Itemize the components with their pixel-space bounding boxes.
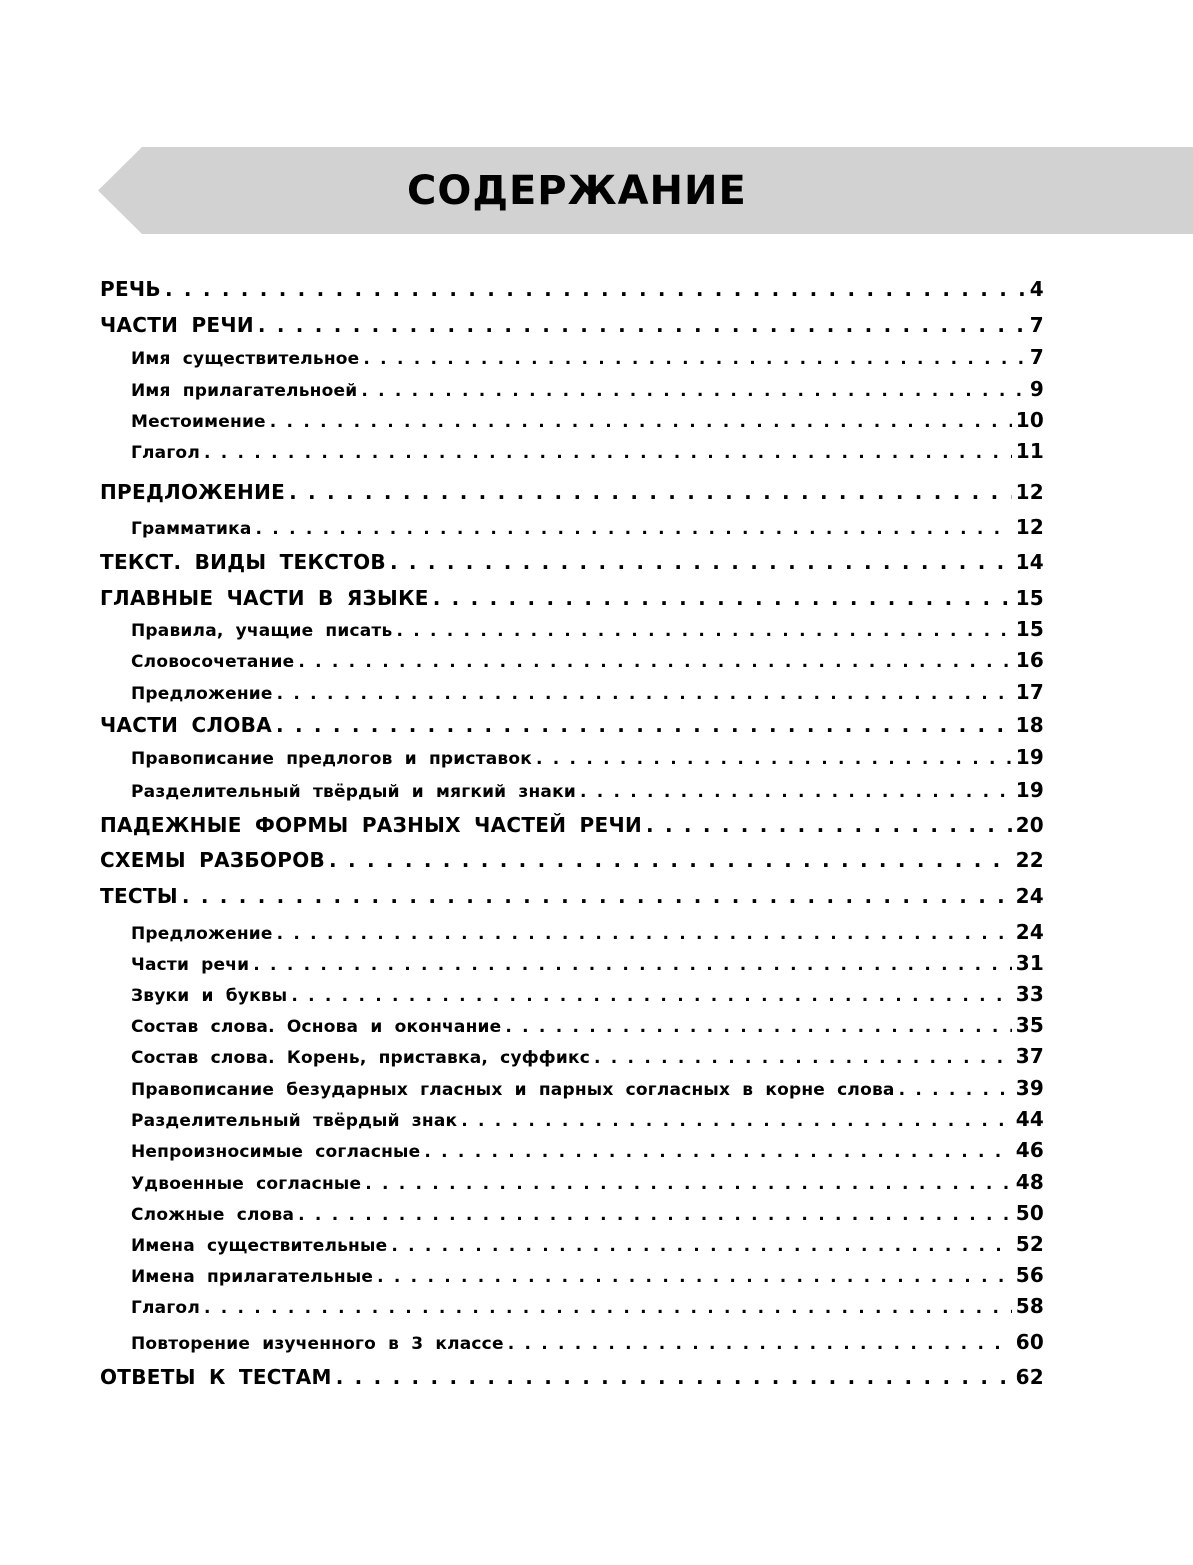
dot-leader <box>536 749 1012 769</box>
toc-entry-page: 12 <box>1015 480 1044 504</box>
toc-entry <box>131 1232 1044 1260</box>
toc-entry-title: Разделительный твёрдый знак <box>131 1111 458 1131</box>
toc-entry <box>100 713 1044 741</box>
toc-entry-page: 7 <box>1029 313 1044 337</box>
toc-entry-title: ПРЕДЛОЖЕНИЕ <box>100 480 286 504</box>
toc-entry <box>131 1138 1044 1166</box>
toc-entry-page: 10 <box>1015 408 1044 432</box>
toc-entry-title: Словосочетание <box>131 652 295 672</box>
toc-entry-title: ГЛАВНЫЕ ЧАСТИ В ЯЗЫКЕ <box>100 586 429 610</box>
toc-entry <box>100 848 1044 876</box>
toc-entry-title: Имена существительные <box>131 1236 388 1256</box>
toc-entry-title: Части речи <box>131 955 250 975</box>
toc-entry-title: Местоимение <box>131 412 266 432</box>
toc-entry-page: 52 <box>1015 1232 1044 1256</box>
dot-leader <box>204 443 1012 463</box>
toc-entry-page: 18 <box>1015 713 1044 737</box>
dot-leader <box>363 349 1025 369</box>
toc-entry-page: 48 <box>1015 1170 1044 1194</box>
toc-entry-title: Имя существительное <box>131 349 360 369</box>
toc-entry-title: Состав слова. Основа и окончание <box>131 1017 502 1037</box>
toc-entry <box>131 439 1044 467</box>
toc-entry-title: ПАДЕЖНЫЕ ФОРМЫ РАЗНЫХ ЧАСТЕЙ РЕЧИ <box>100 813 642 837</box>
dot-leader <box>270 412 1012 432</box>
dot-leader <box>277 924 1012 944</box>
toc-entry <box>131 951 1044 979</box>
dot-leader <box>390 550 1012 574</box>
toc-entry <box>100 884 1044 912</box>
toc-entry-title: РЕЧЬ <box>100 277 161 301</box>
toc-entry-page: 46 <box>1015 1138 1044 1162</box>
dot-leader <box>291 986 1011 1006</box>
toc-entry <box>131 515 1044 543</box>
dot-leader <box>361 381 1026 401</box>
toc-entry-page: 22 <box>1015 848 1044 872</box>
toc-entry-page: 62 <box>1015 1365 1044 1389</box>
dot-leader <box>594 1048 1012 1068</box>
toc-entry <box>100 586 1044 614</box>
toc-entry-page: 60 <box>1015 1330 1044 1354</box>
toc-entry <box>131 1263 1044 1291</box>
dot-leader <box>277 684 1012 704</box>
toc-entry-page: 20 <box>1015 813 1044 837</box>
toc-entry-page: 19 <box>1015 778 1044 802</box>
toc-entry-title: Правила, учащие писать <box>131 621 393 641</box>
dot-leader <box>276 713 1012 737</box>
toc-entry-page: 33 <box>1015 982 1044 1006</box>
toc-entry-title: Сложные слова <box>131 1205 295 1225</box>
toc-entry-page: 31 <box>1015 951 1044 975</box>
toc-entry-page: 7 <box>1029 345 1044 369</box>
toc-entry-title: Состав слова. Корень, приставка, суффикс <box>131 1048 590 1068</box>
toc-entry-title: СХЕМЫ РАЗБОРОВ <box>100 848 326 872</box>
toc-entry-title: Глагол <box>131 1298 200 1318</box>
toc-entry <box>131 617 1044 645</box>
toc-entry <box>131 1044 1044 1072</box>
dot-leader <box>258 313 1026 337</box>
dot-leader <box>508 1334 1012 1354</box>
page-title: СОДЕРЖАНИЕ <box>407 167 747 214</box>
dot-leader <box>377 1267 1012 1287</box>
toc-entry-page: 9 <box>1029 377 1044 401</box>
dot-leader <box>165 277 1026 301</box>
dot-leader <box>204 1298 1012 1318</box>
dot-leader <box>182 884 1012 908</box>
toc-entry-page: 19 <box>1015 745 1044 769</box>
toc-entry <box>131 1201 1044 1229</box>
toc-entry-page: 44 <box>1015 1107 1044 1131</box>
toc-entry-title: Звуки и буквы <box>131 986 288 1006</box>
toc-entry-page: 12 <box>1015 515 1044 539</box>
toc-entry-page: 11 <box>1015 439 1044 463</box>
toc-entry <box>100 550 1044 578</box>
toc-entry-page: 24 <box>1015 884 1044 908</box>
toc-entry <box>131 680 1044 708</box>
toc-entry-page: 24 <box>1015 920 1044 944</box>
toc-entry-title: Повторение изученного в 3 классе <box>131 1334 504 1354</box>
toc-entry-title: Имя прилагательноей <box>131 381 358 401</box>
toc-entry-page: 37 <box>1015 1044 1044 1068</box>
dot-leader <box>396 621 1011 641</box>
toc-entry <box>131 1294 1044 1322</box>
toc-entry-title: Правописание безударных гласных и парных согласных в корне слова <box>131 1080 895 1100</box>
dot-leader <box>505 1017 1011 1037</box>
toc-entry-title: ЧАСТИ СЛОВА <box>100 713 272 737</box>
toc-entry <box>131 1076 1044 1104</box>
toc-entry-title: Грамматика <box>131 519 252 539</box>
toc-entry-title: ОТВЕТЫ К ТЕСТАМ <box>100 1365 332 1389</box>
toc-entry-page: 14 <box>1015 550 1044 574</box>
toc-entry-title: Непроизносимые согласные <box>131 1142 421 1162</box>
dot-leader <box>899 1080 1012 1100</box>
toc-entry-page: 16 <box>1015 648 1044 672</box>
toc-entry <box>131 648 1044 676</box>
dot-leader <box>289 480 1011 504</box>
toc-entry <box>131 778 1044 806</box>
toc-entry-title: ТЕКСТ. ВИДЫ ТЕКСТОВ <box>100 550 386 574</box>
dot-leader <box>298 652 1011 672</box>
toc-entry <box>131 408 1044 436</box>
dot-leader <box>433 586 1012 610</box>
toc-entry-page: 15 <box>1015 617 1044 641</box>
toc-entry <box>131 982 1044 1010</box>
toc-entry <box>131 1107 1044 1135</box>
toc-entry-title: Предложение <box>131 924 273 944</box>
toc-entry-title: Разделительный твёрдый и мягкий знаки <box>131 782 576 802</box>
toc-entry <box>131 1330 1044 1358</box>
toc-entry <box>131 1013 1044 1041</box>
toc-entry-title: ЧАСТИ РЕЧИ <box>100 313 254 337</box>
toc-entry <box>100 480 1044 508</box>
toc-entry-page: 58 <box>1015 1294 1044 1318</box>
toc-entry-page: 56 <box>1015 1263 1044 1287</box>
toc-entry-title: ТЕСТЫ <box>100 884 178 908</box>
toc-entry-title: Правописание предлогов и приставок <box>131 749 532 769</box>
toc-entry <box>131 345 1044 373</box>
toc-entry-page: 35 <box>1015 1013 1044 1037</box>
dot-leader <box>336 1365 1012 1389</box>
dot-leader <box>424 1142 1011 1162</box>
toc-entry <box>100 1365 1044 1393</box>
dot-leader <box>365 1174 1012 1194</box>
dot-leader <box>646 813 1012 837</box>
toc-entry-title: Имена прилагательные <box>131 1267 374 1287</box>
toc-entry <box>131 920 1044 948</box>
dot-leader <box>253 955 1012 975</box>
toc-entry-title: Глагол <box>131 443 200 463</box>
toc-entry-page: 39 <box>1015 1076 1044 1100</box>
dot-leader <box>298 1205 1012 1225</box>
dot-leader <box>256 519 1012 539</box>
dot-leader <box>580 782 1012 802</box>
toc-entry <box>131 377 1044 405</box>
dot-leader <box>391 1236 1011 1256</box>
toc-entry <box>100 313 1044 341</box>
toc-entry <box>100 277 1044 305</box>
toc-entry-title: Удвоенные согласные <box>131 1174 362 1194</box>
toc-entry-page: 4 <box>1029 277 1044 301</box>
toc-entry <box>100 813 1044 841</box>
toc-entry-page: 50 <box>1015 1201 1044 1225</box>
dot-leader <box>329 848 1012 872</box>
toc-entry <box>131 1170 1044 1198</box>
toc-entry-page: 17 <box>1015 680 1044 704</box>
toc-entry-title: Предложение <box>131 684 273 704</box>
toc-entry-page: 15 <box>1015 586 1044 610</box>
toc-entry <box>131 745 1044 773</box>
dot-leader <box>461 1111 1012 1131</box>
